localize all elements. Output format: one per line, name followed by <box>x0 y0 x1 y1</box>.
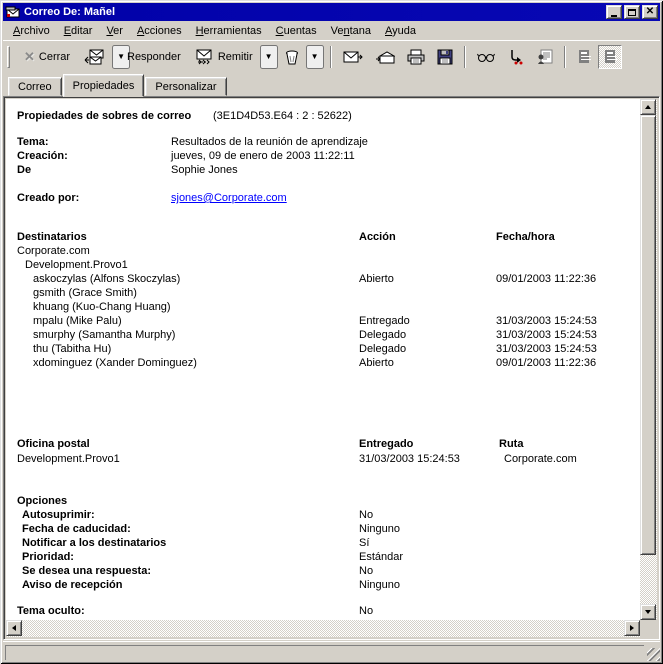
resend-button[interactable] <box>502 45 530 69</box>
cerrar-label: Cerrar <box>38 50 71 63</box>
field-de: De Sophie Jones <box>17 164 238 176</box>
print-button[interactable] <box>402 45 430 69</box>
properties-pane <box>3 96 660 640</box>
sender-email-link[interactable]: sjones@Corporate.com <box>171 192 287 204</box>
close-x-icon: ✕ <box>24 49 35 64</box>
document-area <box>6 99 640 620</box>
minimize-button[interactable] <box>606 5 622 19</box>
printer-icon <box>407 49 425 65</box>
window-title: Correo De: Mañel <box>24 6 116 18</box>
recipients-header: Destinatarios Acción Fecha/hora <box>17 231 555 243</box>
view-simple-icon <box>579 50 589 63</box>
recipient-row: mpalu (Mike Palu) Entregado 31/03/2003 15:24:53 <box>33 315 597 327</box>
scroll-right-button[interactable] <box>624 620 640 636</box>
resize-grip[interactable] <box>647 648 660 661</box>
arrow-left-icon <box>9 625 16 631</box>
toolbar-separator <box>564 46 566 68</box>
menu-ventana[interactable]: Ventana <box>330 25 372 37</box>
option-row: Fecha de caducidad: Ninguno <box>22 523 400 535</box>
resend-arrow-icon <box>507 49 525 65</box>
scroll-left-button[interactable] <box>6 620 22 636</box>
read-later-button[interactable] <box>472 45 500 69</box>
field-creado-por: Creado por: sjones@Corporate.com <box>17 192 287 204</box>
vertical-scroll-thumb[interactable] <box>640 115 656 555</box>
maximize-icon <box>628 9 636 16</box>
recipient-row: askoczylas (Alfons Skoczylas) Abierto 09/01/2003 11:22:36 <box>33 273 597 285</box>
toolbar-drag-handle[interactable] <box>7 46 10 68</box>
tab-strip <box>3 72 660 96</box>
minimize-icon <box>611 15 617 17</box>
tab-correo[interactable]: Correo <box>8 77 62 96</box>
status-panel <box>5 645 644 660</box>
post-office-header: Oficina postal Entregado Ruta <box>17 438 524 450</box>
option-row: Autosuprimir: No <box>22 509 374 521</box>
previous-item-button[interactable] <box>370 45 400 69</box>
responder-dropdown[interactable]: ▼ <box>112 45 130 69</box>
menu-bar <box>3 21 660 40</box>
forward-envelope-icon <box>194 49 214 65</box>
responder-label[interactable]: Responder <box>127 50 181 63</box>
scroll-down-button[interactable] <box>640 604 656 620</box>
menu-ayuda[interactable]: Ayuda <box>385 25 417 37</box>
close-button[interactable] <box>642 5 658 19</box>
trash-icon <box>285 49 299 65</box>
save-floppy-icon <box>437 49 453 65</box>
tab-propiedades[interactable]: Propiedades <box>63 74 145 97</box>
option-row: Aviso de recepción Ninguno <box>22 579 400 591</box>
save-button[interactable] <box>432 45 458 69</box>
next-item-button[interactable] <box>338 45 368 69</box>
remitir-button[interactable] <box>189 45 258 69</box>
responder-button[interactable] <box>78 45 110 69</box>
menu-acciones[interactable]: Acciones <box>136 25 182 37</box>
delete-dropdown[interactable]: ▼ <box>306 45 324 69</box>
reply-envelope-icon <box>84 49 104 65</box>
title-bar[interactable] <box>3 3 660 21</box>
read-later-glasses-icon <box>477 51 495 63</box>
recipient-row: xdominguez (Xander Dominguez) Abierto 09/01/2003 11:22:36 <box>33 357 597 369</box>
view-detailed-icon <box>605 50 615 63</box>
arrow-up-icon <box>645 102 651 109</box>
menu-cuentas[interactable]: Cuentas <box>275 25 317 37</box>
recipient-row: smurphy (Samantha Murphy) Delegado 31/03/2003 15:24:53 <box>33 329 597 341</box>
envelope-open-prev-icon <box>375 50 395 64</box>
toolbar-separator <box>464 46 466 68</box>
hidden-subject-row: Tema oculto: No <box>17 605 374 617</box>
recipient-row: thu (Tabitha Hu) Delegado 31/03/2003 15:24:53 <box>33 343 597 355</box>
delete-button[interactable] <box>280 45 304 69</box>
arrow-down-icon <box>645 610 651 617</box>
field-tema: Tema: Resultados de la reunión de aprendizaje <box>17 136 368 148</box>
menu-ver[interactable]: Ver <box>106 25 123 37</box>
menu-herramientas[interactable]: Herramientas <box>195 25 262 37</box>
envelope-next-icon <box>343 50 363 64</box>
option-row: Se desea una respuesta: No <box>22 565 374 577</box>
close-icon: ✕ <box>645 6 655 17</box>
option-row: Prioridad: Estándar <box>22 551 404 563</box>
envelope-properties-title: Propiedades de sobres de correo (3E1D4D53.E64 : 2 : 52622) <box>17 110 352 122</box>
scroll-up-button[interactable] <box>640 99 656 115</box>
menu-editar[interactable]: Editar <box>63 25 93 37</box>
toolbar <box>3 40 660 72</box>
options-header: Opciones <box>17 495 68 507</box>
horizontal-scrollbar[interactable] <box>6 620 640 637</box>
toolbar-separator <box>330 46 332 68</box>
arrow-right-icon <box>630 625 637 631</box>
view-detailed-button[interactable] <box>598 45 622 69</box>
mail-envelope-icon <box>5 5 21 19</box>
envelope-id: (3E1D4D53.E64 : 2 : 52622) <box>213 110 352 122</box>
field-creacion: Creación: jueves, 09 de enero de 2003 11:22:11 <box>17 150 355 162</box>
status-bar <box>3 641 660 661</box>
view-simple-button[interactable] <box>572 45 596 69</box>
properties-document-icon <box>537 49 553 65</box>
recipient-row: khuang (Kuo-Chang Huang) <box>33 301 171 313</box>
cerrar-button[interactable] <box>18 45 76 69</box>
option-row: Notificar a los destinatarios Sí <box>22 537 370 549</box>
tab-personalizar[interactable]: Personalizar <box>145 77 226 96</box>
recipient-row: gsmith (Grace Smith) <box>33 287 137 299</box>
vertical-scrollbar[interactable] <box>640 99 657 620</box>
recipient-row: Development.Provo1 <box>25 259 128 271</box>
remitir-dropdown[interactable]: ▼ <box>260 45 278 69</box>
properties-button[interactable] <box>532 45 558 69</box>
remitir-label: Remitir <box>217 50 253 63</box>
maximize-button[interactable] <box>624 5 640 19</box>
post-office-row: Development.Provo1 31/03/2003 15:24:53 Corporate.com <box>17 453 577 465</box>
recipient-row: Corporate.com <box>17 245 90 257</box>
menu-archivo[interactable]: Archivo <box>13 25 50 37</box>
